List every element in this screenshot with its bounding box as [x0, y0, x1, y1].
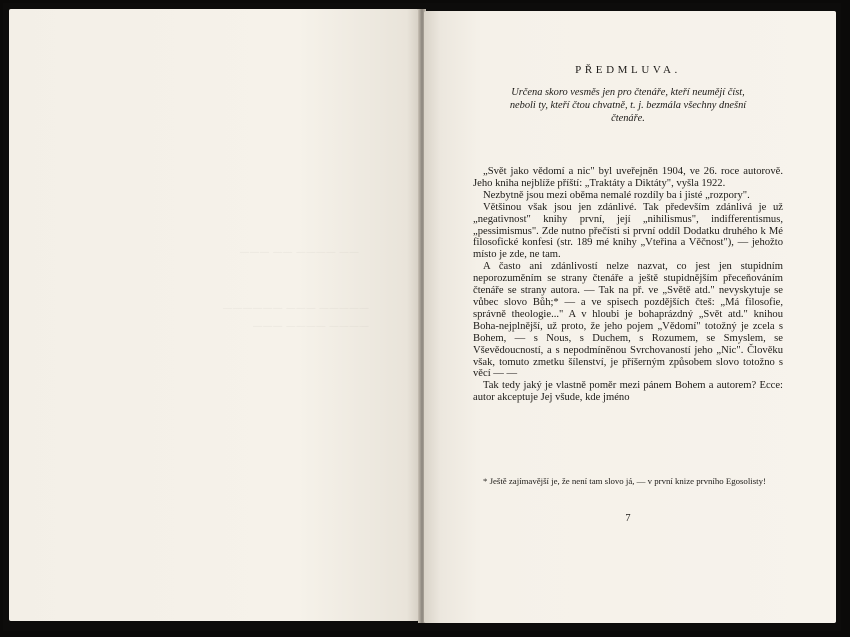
paragraph-4: A často ani zdánlivostí nelze nazvat, co jest jen stupidním neporozuměním se strany čtenáře a ještě stupidnějším přeceňováním čtenáře se strany autora. — Tak na př. ve „Světě atd." nevyskytuje se vůbec slovo Bůh;* — a ve spisech pozdějších čteš: „Má filosofie, správně theologie..." A v hloubi je bohaprázdný „Svět atd." knihou Boha-nejplnější, už proto, že jeho pojem „Vědomí" totožný je zcela s Bohem, — s Nous, s Duchem, s Rozumem, se Smyslem, se Vševědoucností, a s nepodmíněnou Svrchovaností jeho „Nic". Člověku však, tomuto zmetku šílenství, je příšerným způsobem slovo totožno s věcí — — — [473, 261, 783, 380]
epigraph: Určena skoro vesměs jen pro čtenáře, kteří neumějí číst, neboli ty, kteří čtou chvatně, t. j. bezmála všechny dnešní čtenáře. — [509, 87, 747, 124]
left-page-blank — [9, 9, 419, 621]
show-through-text: ———— ———— ——— — [252, 321, 369, 332]
paragraph-5: Tak tedy jaký je vlastně poměr mezi pánem Bohem a autorem? Ecce: autor akceptuje Jej všude, kde jméno — [473, 380, 783, 404]
body-text — [473, 166, 783, 404]
page-number: 7 — [625, 513, 631, 524]
paragraph-3: Většinou však jsou jen zdánlivé. Tak především zdánlivá je už „negativnost" knihy první, její „nihilismus", indifferentismus, „pessimismus". Zde nutno přečísti si první oddíl Dodatku druhého k Mé filosofické konfesi (str. 189 mé knihy „Vteřina a Věčnost"), — jehožto místo je zde, ne tam. — [473, 201, 783, 261]
paragraph-2: Nezbytně jsou mezi oběma nemalé rozdíly ba i jisté „rozpory". — [483, 189, 750, 201]
show-through-text: ————— ——— —————— — [222, 303, 369, 314]
show-through-text: —— ———— —— ——— — [239, 247, 359, 258]
page-title: PŘEDMLUVA. — [575, 64, 681, 76]
paragraph-1: „Svět jako vědomí a nic" byl uveřejněn 1904, ve 26. roce autorově. Jeho kniha nejblíže příští: „Traktáty a Diktáty", vyšla 1922. — [473, 166, 783, 189]
footnote: * Ještě zajímavější je, že není tam slovo já, — v první knize prvního Egosolisty! — [483, 476, 766, 486]
